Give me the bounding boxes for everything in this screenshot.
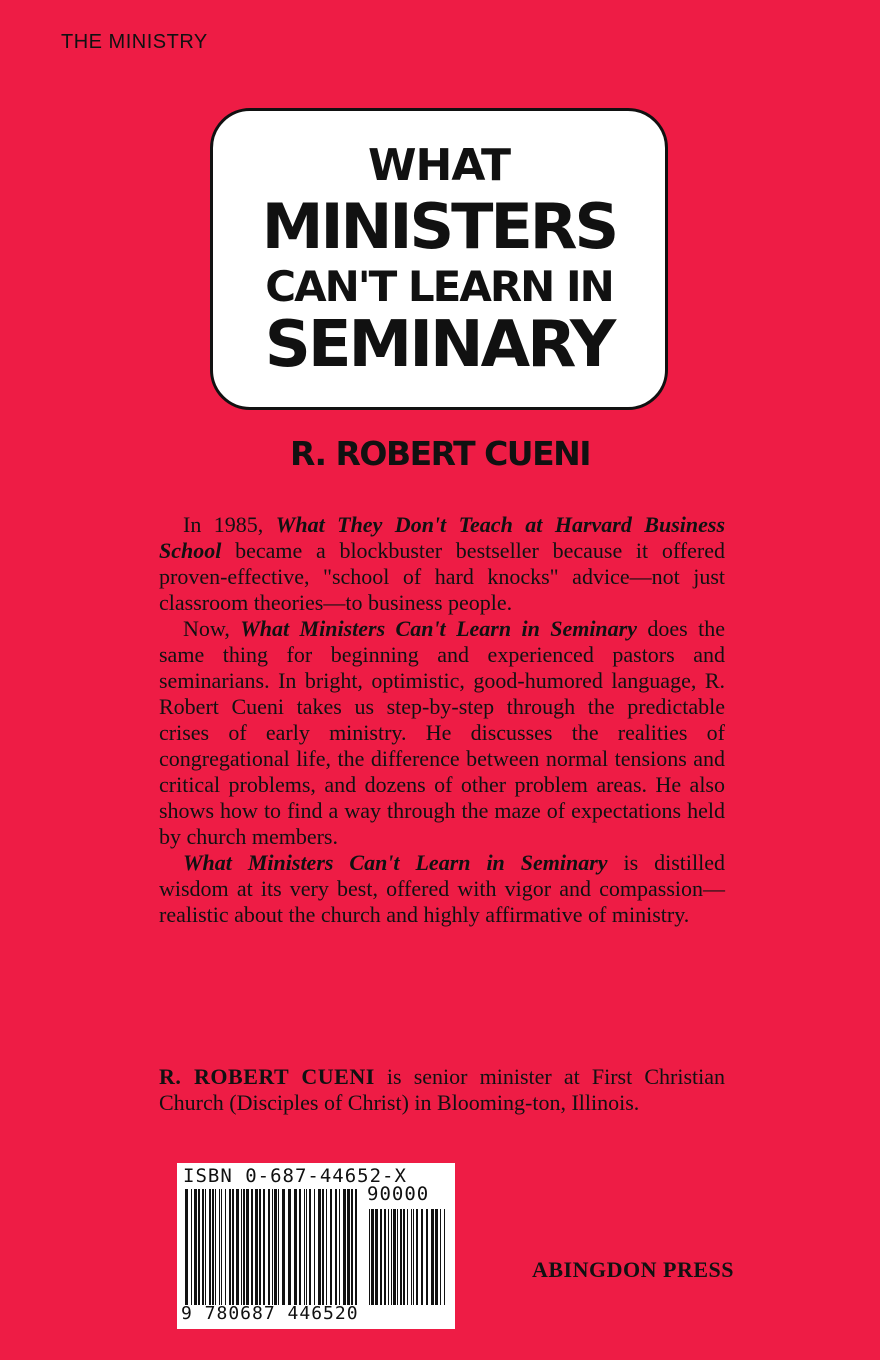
p2-prefix: Now,: [183, 616, 241, 641]
barcode: [177, 1163, 455, 1329]
price-code: 90000: [367, 1183, 430, 1205]
p1-book-title: What They Don't Teach at Harvard Business School: [159, 512, 726, 563]
author-bio: [159, 1064, 725, 1116]
p1-text: became a blockbuster bestseller because it offered proven-effective, "school of hard knocks" advice—not just classroom theories—to business people.: [159, 538, 725, 615]
description-paragraph-3: [159, 850, 725, 928]
p3-text: is distilled wisdom at its very best, offered with vigor and compassion—realistic about the church and highly affirmative of ministry.: [159, 850, 725, 927]
description-paragraph-2: [159, 616, 725, 850]
p2-book-title: What Ministers Can't Learn in Seminary: [240, 616, 637, 641]
bio-text: is senior minister at First Christian Church (Disciples of Christ) in Blooming-ton, Illinois.: [159, 1064, 725, 1115]
description: [159, 512, 725, 928]
p3-book-title: What Ministers Can't Learn in Seminary: [183, 850, 608, 875]
title-line-1: WHAT: [367, 140, 510, 191]
title-box: [210, 108, 668, 410]
barcode-bars-main: [185, 1189, 361, 1305]
p1-prefix: In 1985,: [183, 512, 276, 537]
ean-digits: 9 780687 446520: [181, 1303, 359, 1324]
bio-name: R. ROBERT CUENI: [159, 1064, 375, 1089]
barcode-bars-addon: [369, 1209, 447, 1305]
p2-text: does the same thing for beginning and experienced pastors and seminarians. In bright, optimistic, good-humored language, R. Robert Cueni takes us step-by-step through the predictable crises of early ministry. He discusses the realities of congregational life, the difference between normal tensions and critical problems, and dozens of other problem areas. He also shows how to find a way through the maze of expectations held by church members.: [159, 616, 725, 849]
author-name: R. ROBERT CUENI: [289, 434, 591, 473]
isbn-number: ISBN 0-687-44652-X: [183, 1165, 407, 1187]
description-paragraph-1: [159, 512, 725, 616]
category-label: THE MINISTRY: [61, 31, 208, 53]
title-line-2: MINISTERS: [261, 190, 617, 263]
title-line-3: CAN'T LEARN IN: [265, 262, 613, 311]
publisher-name: ABINGDON PRESS: [532, 1257, 734, 1282]
title-line-4: SEMINARY: [264, 308, 614, 382]
